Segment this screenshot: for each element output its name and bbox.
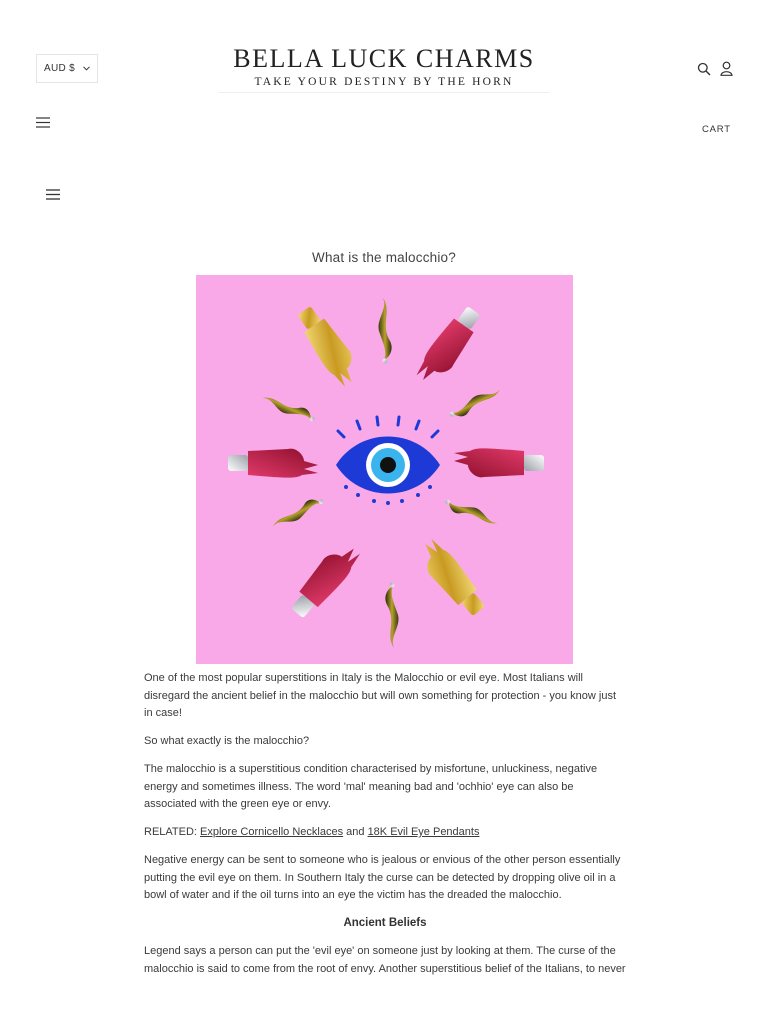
- cart-link[interactable]: CART: [702, 124, 731, 135]
- brand-name: BELLA LUCK CHARMS: [233, 44, 535, 73]
- article-title: What is the malocchio?: [312, 250, 456, 265]
- brand-tagline: TAKE YOUR DESTINY BY THE HORN: [254, 76, 514, 88]
- brand-logo[interactable]: [218, 44, 550, 93]
- evil-eye-pendants-link[interactable]: 18K Evil Eye Pendants: [367, 826, 480, 838]
- hero-image: [196, 275, 573, 664]
- article-paragraph: One of the most popular superstitions in Italy is the Malocchio or evil eye. Most Italians will disregard the ancient belief in the malocchio but will own something for protection - you know just in case!: [144, 672, 617, 719]
- account-icon[interactable]: [720, 61, 733, 76]
- hamburger-menu-icon[interactable]: [36, 117, 50, 128]
- red-hand-lower-left: [286, 538, 363, 622]
- cornicello-lower-left: [269, 495, 326, 531]
- article-paragraph: Negative energy can be sent to someone who is jealous or envious of the other person essentially putting the evil eye on them. In Southern Italy the curse can be detected by dropping olive oil in a bowl of water and if the oil turns into an eye the victim has the dreaded the malocchio.: [144, 854, 621, 901]
- currency-selector[interactable]: [36, 54, 98, 83]
- related-and: and: [343, 826, 368, 838]
- article-paragraph: So what exactly is the malocchio?: [144, 735, 310, 747]
- cornicello-upper-left: [261, 390, 318, 426]
- red-hand-left: [228, 449, 318, 478]
- article-body: [144, 670, 626, 989]
- related-links: [144, 824, 626, 842]
- related-prefix: RELATED:: [144, 826, 201, 838]
- cornicello-lower-right: [443, 495, 500, 531]
- chevron-down-icon: [83, 66, 90, 71]
- cornicello-upper-right: [447, 386, 504, 422]
- brand-divider: [218, 92, 550, 93]
- currency-label: AUD $: [44, 63, 75, 74]
- gold-hand-lower-right: [413, 536, 490, 620]
- article-paragraph: The malocchio is a superstitious condition characterised by misfortune, unluckiness, negative energy and sometimes illness. The word 'mal' meaning bad and 'ochhio' eye can also be associated with the green eye or envy.: [144, 763, 598, 810]
- red-hand-right: [454, 448, 544, 477]
- search-icon[interactable]: [697, 62, 711, 76]
- article-paragraph: Legend says a person can put the 'evil eye' on someone just by looking at them. The curse of the malocchio is said to come from the root of envy. Another superstitious belief of the Italians, to never: [144, 945, 626, 975]
- blog-menu-icon[interactable]: [46, 189, 60, 200]
- evil-eye-icon: [336, 417, 440, 505]
- gold-hand-upper-left: [292, 302, 365, 389]
- cornicello-necklaces-link[interactable]: Explore Cornicello Necklaces: [200, 826, 344, 838]
- section-heading: Ancient Beliefs: [343, 917, 427, 929]
- cornicello-bottom: [385, 583, 398, 649]
- red-hand-upper-right: [413, 302, 486, 389]
- cornicello-top: [379, 298, 392, 364]
- evil-eye-charms-illustration: [196, 275, 573, 664]
